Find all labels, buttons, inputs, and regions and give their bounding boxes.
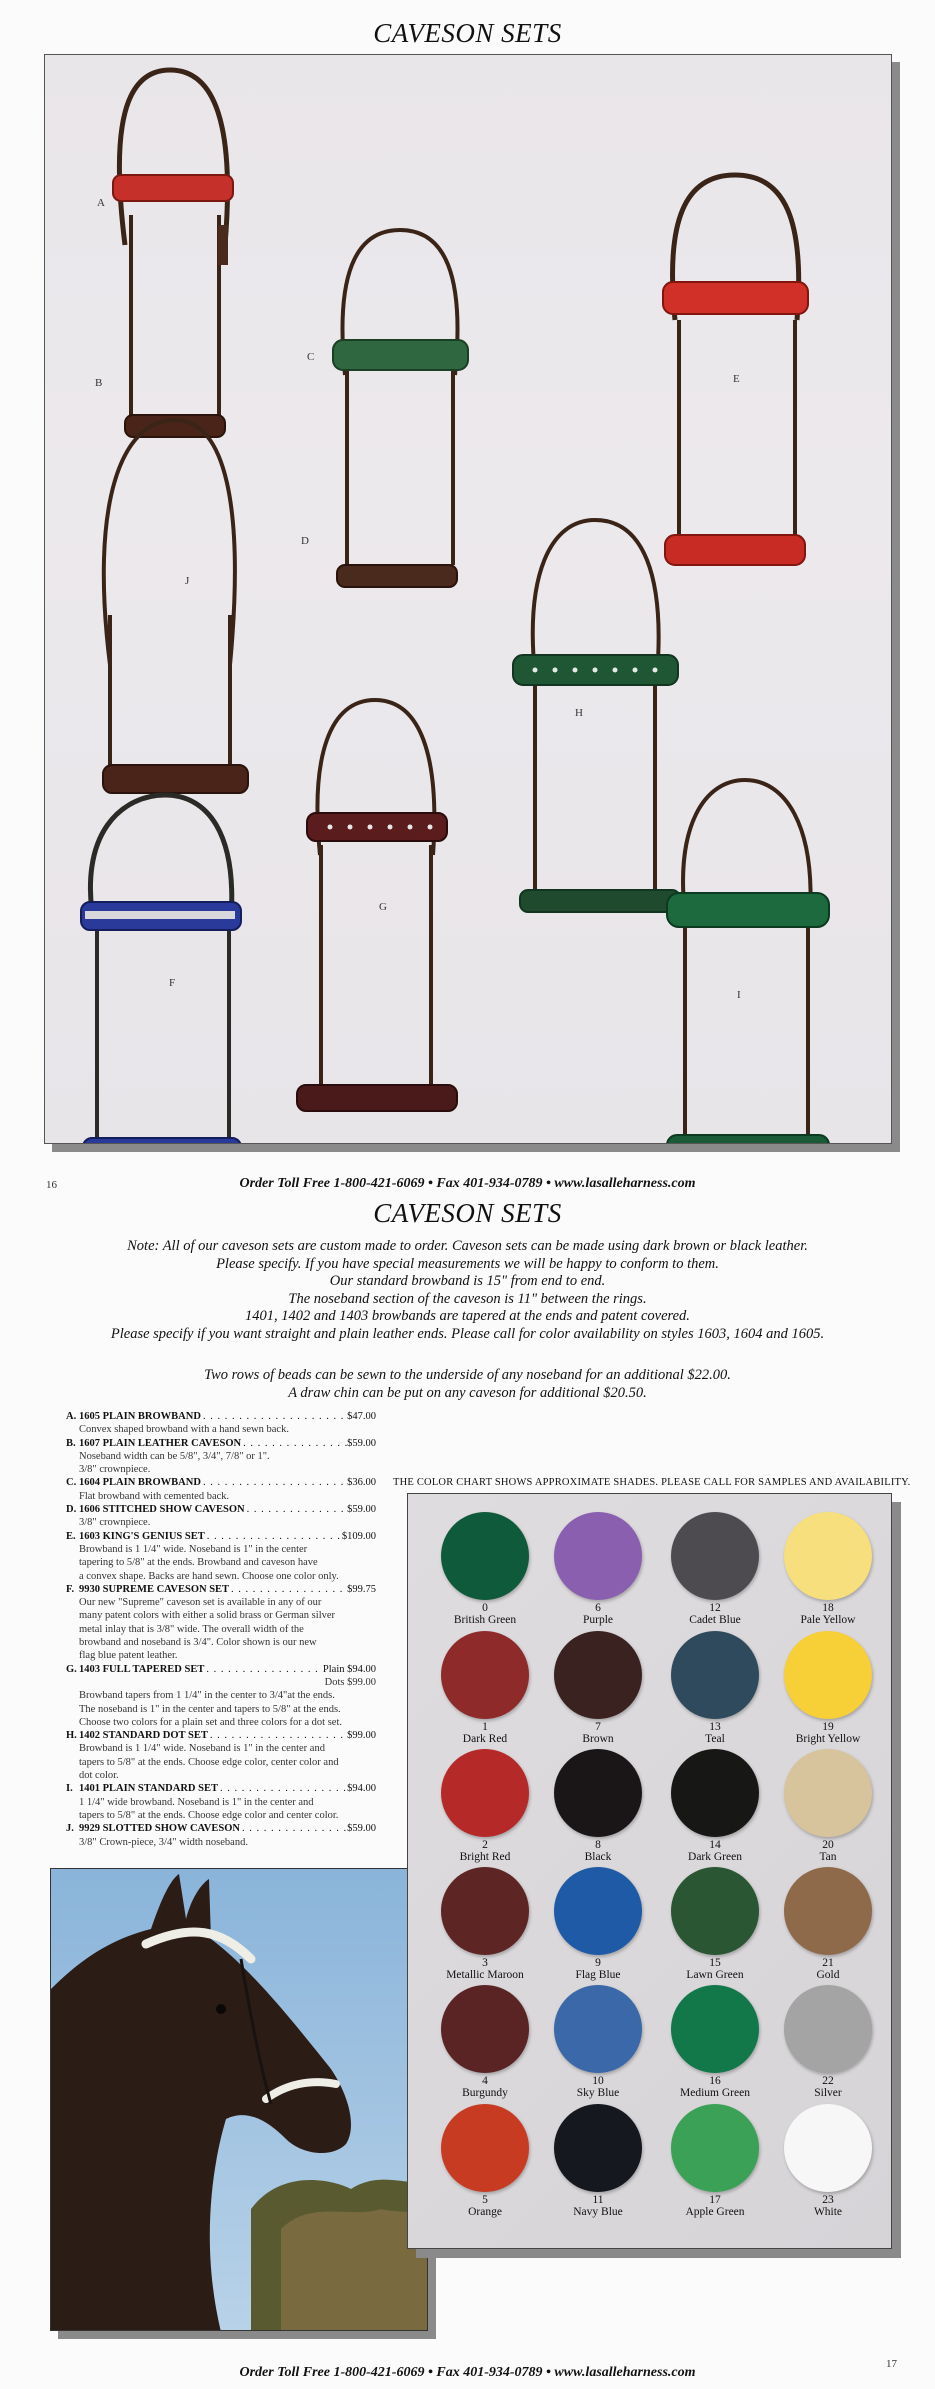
color-chart bbox=[407, 1493, 892, 2249]
color-name: Purple bbox=[582, 1614, 614, 1626]
product-description: Browband is 1 1/4" wide. Noseband is 1" in the center and bbox=[79, 1743, 325, 1755]
product-description: 3/8" Crown-piece, 3/4" width noseband. bbox=[79, 1836, 248, 1848]
label-d: D bbox=[301, 535, 309, 547]
product-item bbox=[66, 1583, 376, 1663]
color-swatch-cell bbox=[773, 1985, 883, 2099]
color-number: 6 bbox=[595, 1602, 601, 1614]
color-swatch bbox=[784, 1512, 872, 1600]
color-name: Bright Yellow bbox=[795, 1733, 861, 1745]
label-j: J bbox=[185, 575, 190, 587]
product-name: 1402 STANDARD DOT SET bbox=[79, 1730, 208, 1742]
product-price: $99.00 bbox=[347, 1730, 376, 1742]
product-description: Choose two colors for a plain set and three colors for a dot set. bbox=[79, 1716, 343, 1728]
color-name: Pale Yellow bbox=[800, 1614, 856, 1626]
product-code: E. bbox=[66, 1530, 76, 1542]
color-swatch bbox=[784, 1749, 872, 1837]
product-heading bbox=[66, 1437, 376, 1450]
color-name: Teal bbox=[705, 1733, 725, 1745]
product-heading bbox=[66, 1530, 376, 1543]
color-name: Apple Green bbox=[685, 2206, 745, 2218]
color-swatch bbox=[441, 2104, 529, 2192]
leader-dots bbox=[205, 1530, 342, 1543]
product-price: $109.00 bbox=[341, 1530, 376, 1542]
product-code: D. bbox=[66, 1504, 77, 1516]
color-swatch-cell bbox=[773, 2104, 883, 2218]
color-name: Tan bbox=[819, 1851, 837, 1863]
color-swatch bbox=[784, 1631, 872, 1719]
color-number: 14 bbox=[709, 1839, 721, 1851]
product-description: browband and noseband is 3/4". Color shown is our new bbox=[79, 1637, 317, 1649]
color-swatch bbox=[441, 1985, 529, 2073]
leader-dots bbox=[204, 1663, 323, 1676]
product-price: $59.00 bbox=[347, 1437, 376, 1449]
options-notes bbox=[60, 1367, 875, 1402]
product-name: 1603 KING'S GENIUS SET bbox=[79, 1530, 205, 1542]
product-code: G. bbox=[66, 1663, 77, 1675]
product-description: 3/8" crownpiece. bbox=[79, 1464, 151, 1476]
product-description: Browband tapers from 1 1/4" in the center to 3/4"at the ends. bbox=[79, 1690, 335, 1702]
product-heading bbox=[66, 1729, 376, 1742]
product-code: F. bbox=[66, 1583, 75, 1595]
color-swatch bbox=[554, 1749, 642, 1837]
page-title: CAVESON SETS bbox=[373, 1198, 562, 1228]
caveson-e-image bbox=[635, 170, 835, 570]
color-swatch-cell bbox=[660, 1631, 770, 1745]
leader-dots bbox=[245, 1503, 348, 1516]
product-list bbox=[66, 1410, 376, 1849]
product-name: 1606 STITCHED SHOW CAVESON bbox=[79, 1504, 245, 1516]
product-item bbox=[66, 1663, 376, 1729]
note-line: The noseband section of the caveson is 11" between the rings. bbox=[288, 1290, 647, 1307]
product-code: B. bbox=[66, 1437, 76, 1449]
ordering-notes bbox=[60, 1238, 875, 1343]
color-number: 18 bbox=[822, 1602, 834, 1614]
note-line: Note: All of our caveson sets are custom made to order. Caveson sets can be made using dark brown or black leather. bbox=[127, 1238, 808, 1254]
color-swatch-cell bbox=[430, 2104, 540, 2218]
color-number: 23 bbox=[822, 2194, 834, 2206]
label-i: I bbox=[737, 989, 741, 1001]
color-swatch-cell bbox=[430, 1749, 540, 1863]
color-swatch-cell bbox=[660, 1867, 770, 1981]
product-name: 1401 PLAIN STANDARD SET bbox=[79, 1783, 218, 1795]
leader-dots bbox=[201, 1476, 347, 1489]
color-swatch bbox=[554, 1631, 642, 1719]
caveson-j-image bbox=[75, 415, 255, 815]
leader-dots bbox=[208, 1729, 347, 1742]
page-number: 16 bbox=[46, 1179, 57, 1191]
product-description: dot color. bbox=[79, 1770, 119, 1782]
color-swatch-cell bbox=[773, 1749, 883, 1863]
leader-dots bbox=[241, 1437, 347, 1450]
product-heading bbox=[66, 1410, 376, 1423]
caveson-product-photo bbox=[44, 54, 892, 1144]
color-swatch bbox=[671, 1512, 759, 1600]
color-swatch-cell bbox=[773, 1867, 883, 1981]
product-price: Plain $94.00 bbox=[322, 1663, 376, 1675]
color-swatch bbox=[671, 1631, 759, 1719]
product-price: $99.75 bbox=[347, 1583, 376, 1595]
product-description: a convex shape. Backs are hand sewn. Choose one color only. bbox=[79, 1570, 339, 1582]
color-name: Navy Blue bbox=[573, 2206, 623, 2218]
label-h: H bbox=[575, 707, 583, 719]
label-a: A bbox=[97, 197, 105, 209]
product-heading bbox=[66, 1503, 376, 1516]
color-swatch-cell bbox=[430, 1512, 540, 1626]
horse-photo bbox=[50, 1868, 428, 2331]
color-swatch-cell bbox=[660, 1985, 770, 2099]
color-number: 11 bbox=[592, 2194, 604, 2206]
color-swatch-cell bbox=[430, 1985, 540, 2099]
color-number: 2 bbox=[482, 1839, 488, 1851]
product-code: H. bbox=[66, 1730, 77, 1742]
product-item bbox=[66, 1822, 376, 1849]
color-swatch bbox=[441, 1867, 529, 1955]
color-name: British Green bbox=[453, 1614, 517, 1626]
color-swatch bbox=[671, 2104, 759, 2192]
color-swatch-cell bbox=[543, 1749, 653, 1863]
color-number: 8 bbox=[595, 1839, 601, 1851]
color-number: 21 bbox=[822, 1957, 834, 1969]
note-line: Our standard browband is 15" from end to end. bbox=[329, 1273, 606, 1289]
product-item bbox=[66, 1782, 376, 1822]
color-swatch bbox=[671, 1867, 759, 1955]
color-swatch bbox=[554, 1867, 642, 1955]
product-description: Flat browband with cemented back. bbox=[79, 1490, 230, 1502]
product-heading bbox=[66, 1476, 376, 1489]
note-line: Two rows of beads can be sewn to the underside of any noseband for an additional $22.00. bbox=[204, 1367, 731, 1383]
color-name: Cadet Blue bbox=[689, 1614, 741, 1626]
product-name: 9929 SLOTTED SHOW CAVESON bbox=[79, 1823, 240, 1835]
product-heading bbox=[66, 1583, 376, 1596]
label-g: G bbox=[379, 901, 387, 913]
product-description: Noseband width can be 5/8", 3/4", 7/8" or 1". bbox=[79, 1450, 270, 1462]
product-description: tapering to 5/8" at the ends. Browband and caveson have bbox=[79, 1557, 318, 1569]
product-code: I. bbox=[66, 1783, 73, 1795]
product-heading bbox=[66, 1782, 376, 1795]
color-swatch-cell bbox=[660, 2104, 770, 2218]
color-swatch-cell bbox=[543, 1985, 653, 2099]
color-swatch-cell bbox=[773, 1512, 883, 1626]
color-name: Dark Green bbox=[688, 1851, 742, 1863]
product-price: $47.00 bbox=[347, 1411, 376, 1422]
color-swatch bbox=[671, 1985, 759, 2073]
leader-dots bbox=[218, 1782, 347, 1795]
color-number: 12 bbox=[709, 1602, 721, 1614]
product-description: metal inlay that is 3/8" wide. The overall width of the bbox=[79, 1623, 304, 1635]
horse-wearing-caveson-image bbox=[51, 1869, 428, 2331]
product-heading bbox=[66, 1663, 376, 1676]
product-name: 9930 SUPREME CAVESON SET bbox=[79, 1583, 230, 1595]
color-number: 15 bbox=[709, 1957, 721, 1969]
product-price: $59.00 bbox=[347, 1504, 376, 1516]
product-item bbox=[66, 1476, 376, 1503]
product-description: Browband is 1 1/4" wide. Noseband is 1" in the center bbox=[79, 1543, 308, 1555]
leader-dots bbox=[229, 1583, 347, 1596]
color-swatch-cell bbox=[430, 1631, 540, 1745]
product-description: Convex shaped browband with a hand sewn back. bbox=[79, 1424, 289, 1436]
product-item bbox=[66, 1729, 376, 1782]
product-description: 1 1/4" wide browband. Noseband is 1" in the center and bbox=[79, 1796, 314, 1808]
color-name: Medium Green bbox=[680, 2087, 750, 2099]
color-swatch bbox=[554, 1512, 642, 1600]
color-swatch-cell bbox=[660, 1512, 770, 1626]
color-number: 4 bbox=[482, 2075, 488, 2087]
color-swatch bbox=[784, 1985, 872, 2073]
caveson-g-image bbox=[285, 695, 465, 1125]
label-c: C bbox=[307, 351, 315, 363]
product-price: $36.00 bbox=[347, 1477, 376, 1489]
color-name: Black bbox=[584, 1851, 612, 1863]
color-swatch bbox=[554, 2104, 642, 2192]
leader-dots bbox=[201, 1410, 347, 1423]
color-swatch-cell bbox=[543, 1512, 653, 1626]
color-number: 13 bbox=[709, 1721, 721, 1733]
product-price: $94.00 bbox=[347, 1783, 376, 1795]
label-f: F bbox=[169, 977, 176, 989]
color-number: 7 bbox=[595, 1721, 601, 1733]
color-swatch bbox=[671, 1749, 759, 1837]
note-line: Please specify. If you have special measurements we will be happy to conform to them. bbox=[216, 1255, 719, 1272]
product-name: 1604 PLAIN BROWBAND bbox=[79, 1477, 201, 1489]
color-number: 10 bbox=[592, 2075, 604, 2087]
product-name: 1605 PLAIN BROWBAND bbox=[79, 1411, 201, 1422]
contact-footer: Order Toll Free 1-800-421-6069 • Fax 401-934-0789 • www.lasalleharness.com bbox=[239, 1176, 696, 1191]
color-swatch bbox=[554, 1985, 642, 2073]
color-swatch bbox=[784, 2104, 872, 2192]
product-description: The noseband is 1" in the center and tapers to 5/8" at the ends. bbox=[79, 1703, 341, 1715]
note-line: Please specify if you want straight and plain leather ends. Please call for color availability on styles 1603, 1604 and 1605. bbox=[110, 1325, 825, 1342]
page-number: 17 bbox=[886, 2358, 897, 2370]
color-chart-note: THE COLOR CHART SHOWS APPROXIMATE SHADES. PLEASE CALL FOR SAMPLES AND AVAILABILITY. bbox=[393, 1477, 911, 1488]
product-description: tapers to 5/8" at the ends. Choose edge color and center color. bbox=[79, 1809, 339, 1821]
product-code: C. bbox=[66, 1477, 77, 1489]
product-item bbox=[66, 1503, 376, 1530]
color-number: 19 bbox=[822, 1721, 834, 1733]
color-name: Flag Blue bbox=[575, 1969, 621, 1981]
color-name: Silver bbox=[814, 2087, 842, 2099]
caveson-f-image bbox=[65, 790, 255, 1144]
caveson-c-image bbox=[315, 225, 485, 615]
caveson-i-image bbox=[645, 775, 845, 1144]
color-swatch bbox=[441, 1749, 529, 1837]
product-code: A. bbox=[66, 1411, 77, 1422]
color-swatch-cell bbox=[660, 1749, 770, 1863]
product-description: 3/8" crownpiece. bbox=[79, 1517, 151, 1529]
color-name: Gold bbox=[816, 1969, 840, 1981]
color-swatch-cell bbox=[543, 2104, 653, 2218]
page-title: CAVESON SETS bbox=[373, 18, 562, 48]
color-number: 22 bbox=[822, 2075, 834, 2087]
product-item bbox=[66, 1437, 376, 1477]
note-line: 1401, 1402 and 1403 browbands are tapered at the ends and patent covered. bbox=[245, 1308, 690, 1324]
product-item bbox=[66, 1410, 376, 1437]
color-number: 3 bbox=[482, 1957, 488, 1969]
color-swatch-cell bbox=[543, 1867, 653, 1981]
product-description: tapers to 5/8" at the ends. Choose edge color, center color and bbox=[79, 1756, 339, 1768]
color-name: Sky Blue bbox=[576, 2087, 620, 2099]
color-swatch-cell bbox=[430, 1867, 540, 1981]
color-number: 5 bbox=[482, 2194, 488, 2206]
color-name: White bbox=[813, 2206, 843, 2218]
product-description: Our new "Supreme" caveson set is available in any of our bbox=[79, 1597, 322, 1609]
color-name: Lawn Green bbox=[686, 1969, 744, 1981]
product-price: $59.00 bbox=[347, 1823, 376, 1835]
caveson-a-image bbox=[85, 65, 245, 465]
note-line: A draw chin can be put on any caveson for additional $20.50. bbox=[288, 1384, 647, 1401]
color-number: 16 bbox=[709, 2075, 721, 2087]
product-heading bbox=[66, 1822, 376, 1835]
product-description: flag blue patent leather. bbox=[79, 1650, 178, 1662]
color-number: 1 bbox=[482, 1721, 488, 1733]
color-name: Brown bbox=[582, 1733, 614, 1745]
color-name: Metallic Maroon bbox=[446, 1969, 524, 1981]
color-name: Burgundy bbox=[462, 2087, 508, 2099]
color-name: Bright Red bbox=[459, 1851, 511, 1863]
product-name: 1403 FULL TAPERED SET bbox=[79, 1663, 205, 1675]
color-swatch bbox=[784, 1867, 872, 1955]
product-item bbox=[66, 1530, 376, 1583]
label-b: B bbox=[95, 377, 103, 389]
color-number: 17 bbox=[709, 2194, 721, 2206]
color-name: Orange bbox=[468, 2206, 502, 2218]
color-swatch bbox=[441, 1512, 529, 1600]
color-number: 20 bbox=[822, 1839, 834, 1851]
label-e: E bbox=[733, 373, 740, 385]
product-name: 1607 PLAIN LEATHER CAVESON bbox=[79, 1437, 242, 1449]
color-name: Dark Red bbox=[462, 1733, 508, 1745]
contact-footer: Order Toll Free 1-800-421-6069 • Fax 401-934-0789 • www.lasalleharness.com bbox=[239, 2365, 696, 2380]
color-swatch bbox=[441, 1631, 529, 1719]
color-number: 0 bbox=[482, 1602, 488, 1614]
leader-dots bbox=[240, 1822, 347, 1835]
color-swatch-cell bbox=[543, 1631, 653, 1745]
product-description: many patent colors with either a solid brass or German silver bbox=[79, 1610, 336, 1622]
product-code: J. bbox=[66, 1823, 74, 1835]
color-number: 9 bbox=[595, 1957, 601, 1969]
product-extra-price: Dots $99.00 bbox=[324, 1676, 376, 1688]
color-swatch-cell bbox=[773, 1631, 883, 1745]
